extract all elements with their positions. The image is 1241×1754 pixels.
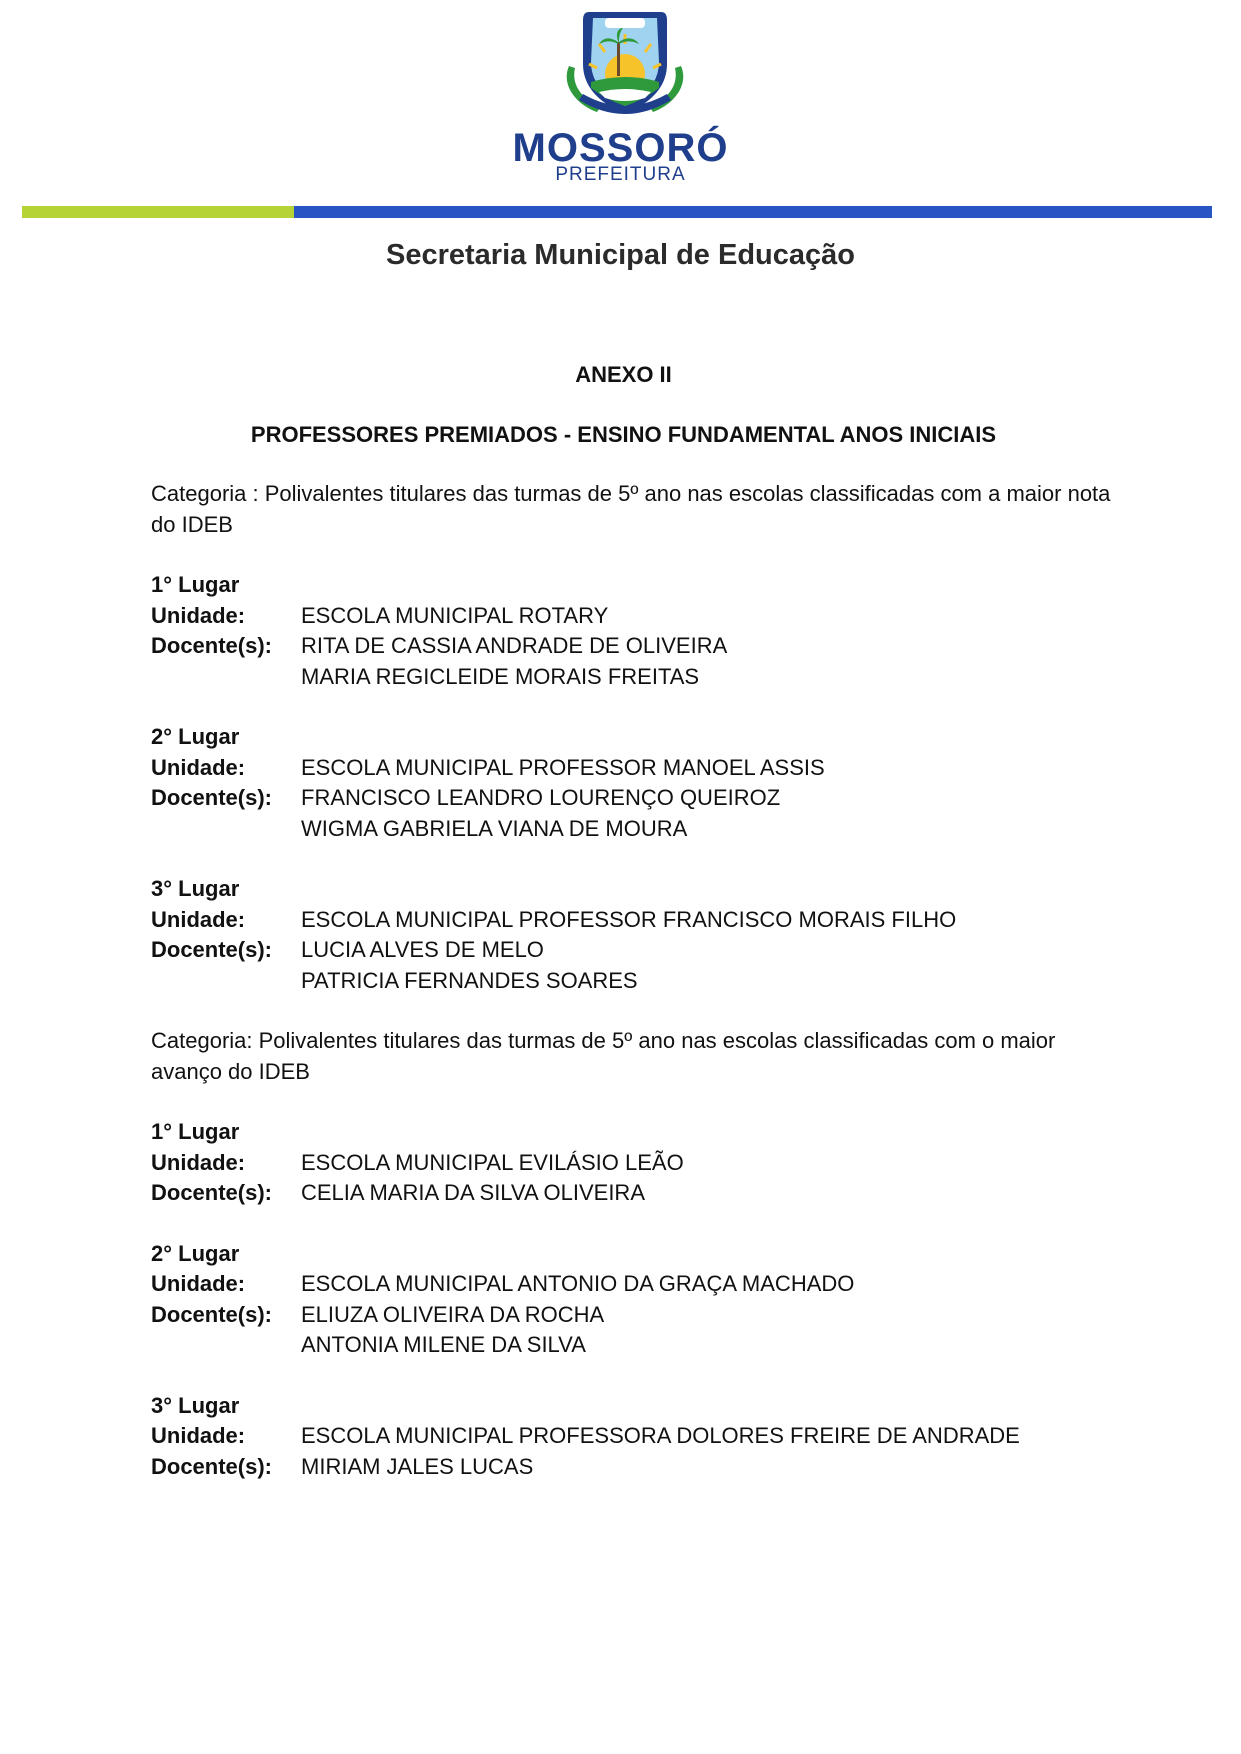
unit-value: ESCOLA MUNICIPAL EVILÁSIO LEÃO	[301, 1149, 684, 1175]
teacher-name: WIGMA GABRIELA VIANA DE MOURA	[301, 815, 688, 841]
document-body	[151, 360, 1111, 1512]
teachers-label: Docente(s):	[151, 1180, 273, 1205]
unit-row	[151, 1421, 1111, 1452]
unit-value: ESCOLA MUNICIPAL PROFESSOR FRANCISCO MORAIS FILHO	[301, 906, 957, 932]
annex-title: ANEXO II	[575, 362, 672, 387]
unit-label: Unidade:	[151, 1149, 246, 1175]
header-band-blue	[294, 206, 1212, 218]
teachers-row	[151, 935, 1111, 996]
award-entry	[151, 1391, 1111, 1483]
teachers-row	[151, 1300, 1111, 1361]
unit-row	[151, 1148, 1111, 1179]
award-entry	[151, 570, 1111, 692]
place-label: 3° Lugar	[151, 1392, 240, 1418]
unit-row	[151, 753, 1111, 784]
document-subtitle: PROFESSORES PREMIADOS - ENSINO FUNDAMENTAL ANOS INICIAIS	[250, 421, 997, 447]
page-header	[0, 0, 1241, 300]
teachers-label: Docente(s):	[151, 633, 273, 658]
unit-label: Unidade:	[151, 1423, 246, 1448]
unit-row	[151, 1269, 1111, 1300]
place-label: 3° Lugar	[151, 876, 240, 901]
place-label: 2° Lugar	[151, 1240, 240, 1266]
teacher-name: FRANCISCO LEANDRO LOURENÇO QUEIROZ	[301, 785, 781, 810]
place-label: 1° Lugar	[151, 572, 240, 597]
award-entry	[151, 874, 1111, 996]
category-title: Categoria : Polivalentes titulares das turmas de 5º ano nas escolas classificadas com a maior nota do IDEB	[151, 481, 1111, 537]
award-entry	[151, 1117, 1111, 1209]
mossoro-coat-of-arms-icon	[555, 4, 695, 126]
teachers-row	[151, 631, 1111, 692]
teachers-row	[151, 1452, 1111, 1483]
place-label: 1° Lugar	[151, 1119, 240, 1144]
unit-label: Unidade:	[151, 906, 246, 932]
unit-value: ESCOLA MUNICIPAL PROFESSOR MANOEL ASSIS	[301, 754, 825, 780]
teachers-list	[301, 1178, 1111, 1209]
award-entry	[151, 1239, 1111, 1361]
department-name: Secretaria Municipal de Educação	[385, 239, 855, 271]
unit-value: ESCOLA MUNICIPAL ANTONIO DA GRAÇA MACHADO	[301, 1271, 855, 1296]
teacher-name: ELIUZA OLIVEIRA DA ROCHA	[301, 1301, 605, 1327]
teachers-row	[151, 1178, 1111, 1209]
teachers-label: Docente(s):	[151, 937, 273, 962]
unit-label: Unidade:	[151, 1271, 246, 1296]
place-label: 2° Lugar	[151, 724, 240, 749]
brand-name: MOSSORÓ	[512, 126, 729, 170]
teachers-list	[301, 783, 1111, 844]
brand-subtitle: PREFEITURA	[555, 164, 686, 185]
unit-row	[151, 601, 1111, 632]
teacher-name: PATRICIA FERNANDES SOARES	[301, 967, 638, 993]
teachers-label: Docente(s):	[151, 1453, 273, 1479]
teacher-name: MIRIAM JALES LUCAS	[301, 1453, 534, 1479]
teachers-list	[301, 1452, 1111, 1483]
teacher-name: RITA DE CASSIA ANDRADE DE OLIVEIRA	[301, 633, 728, 658]
unit-label: Unidade:	[151, 602, 246, 628]
unit-label: Unidade:	[151, 754, 246, 780]
teacher-name: ANTONIA MILENE DA SILVA	[301, 1332, 586, 1357]
teachers-list	[301, 1300, 1111, 1361]
teachers-list	[301, 631, 1111, 692]
unit-value: ESCOLA MUNICIPAL ROTARY	[301, 602, 609, 628]
teacher-name: LUCIA ALVES DE MELO	[301, 937, 544, 962]
teachers-list	[301, 935, 1111, 996]
teachers-label: Docente(s):	[151, 785, 273, 810]
award-entry	[151, 722, 1111, 844]
teachers-label: Docente(s):	[151, 1301, 273, 1327]
category-title: Categoria: Polivalentes titulares das turmas de 5º ano nas escolas classificadas com o maior avanço do IDEB	[151, 1028, 1056, 1084]
teachers-row	[151, 783, 1111, 844]
unit-row	[151, 905, 1111, 936]
teacher-name: MARIA REGICLEIDE MORAIS FREITAS	[301, 663, 700, 689]
unit-value: ESCOLA MUNICIPAL PROFESSORA DOLORES FREIRE DE ANDRADE	[301, 1423, 1020, 1448]
header-band-green	[22, 206, 294, 218]
teacher-name: CELIA MARIA DA SILVA OLIVEIRA	[301, 1180, 645, 1205]
